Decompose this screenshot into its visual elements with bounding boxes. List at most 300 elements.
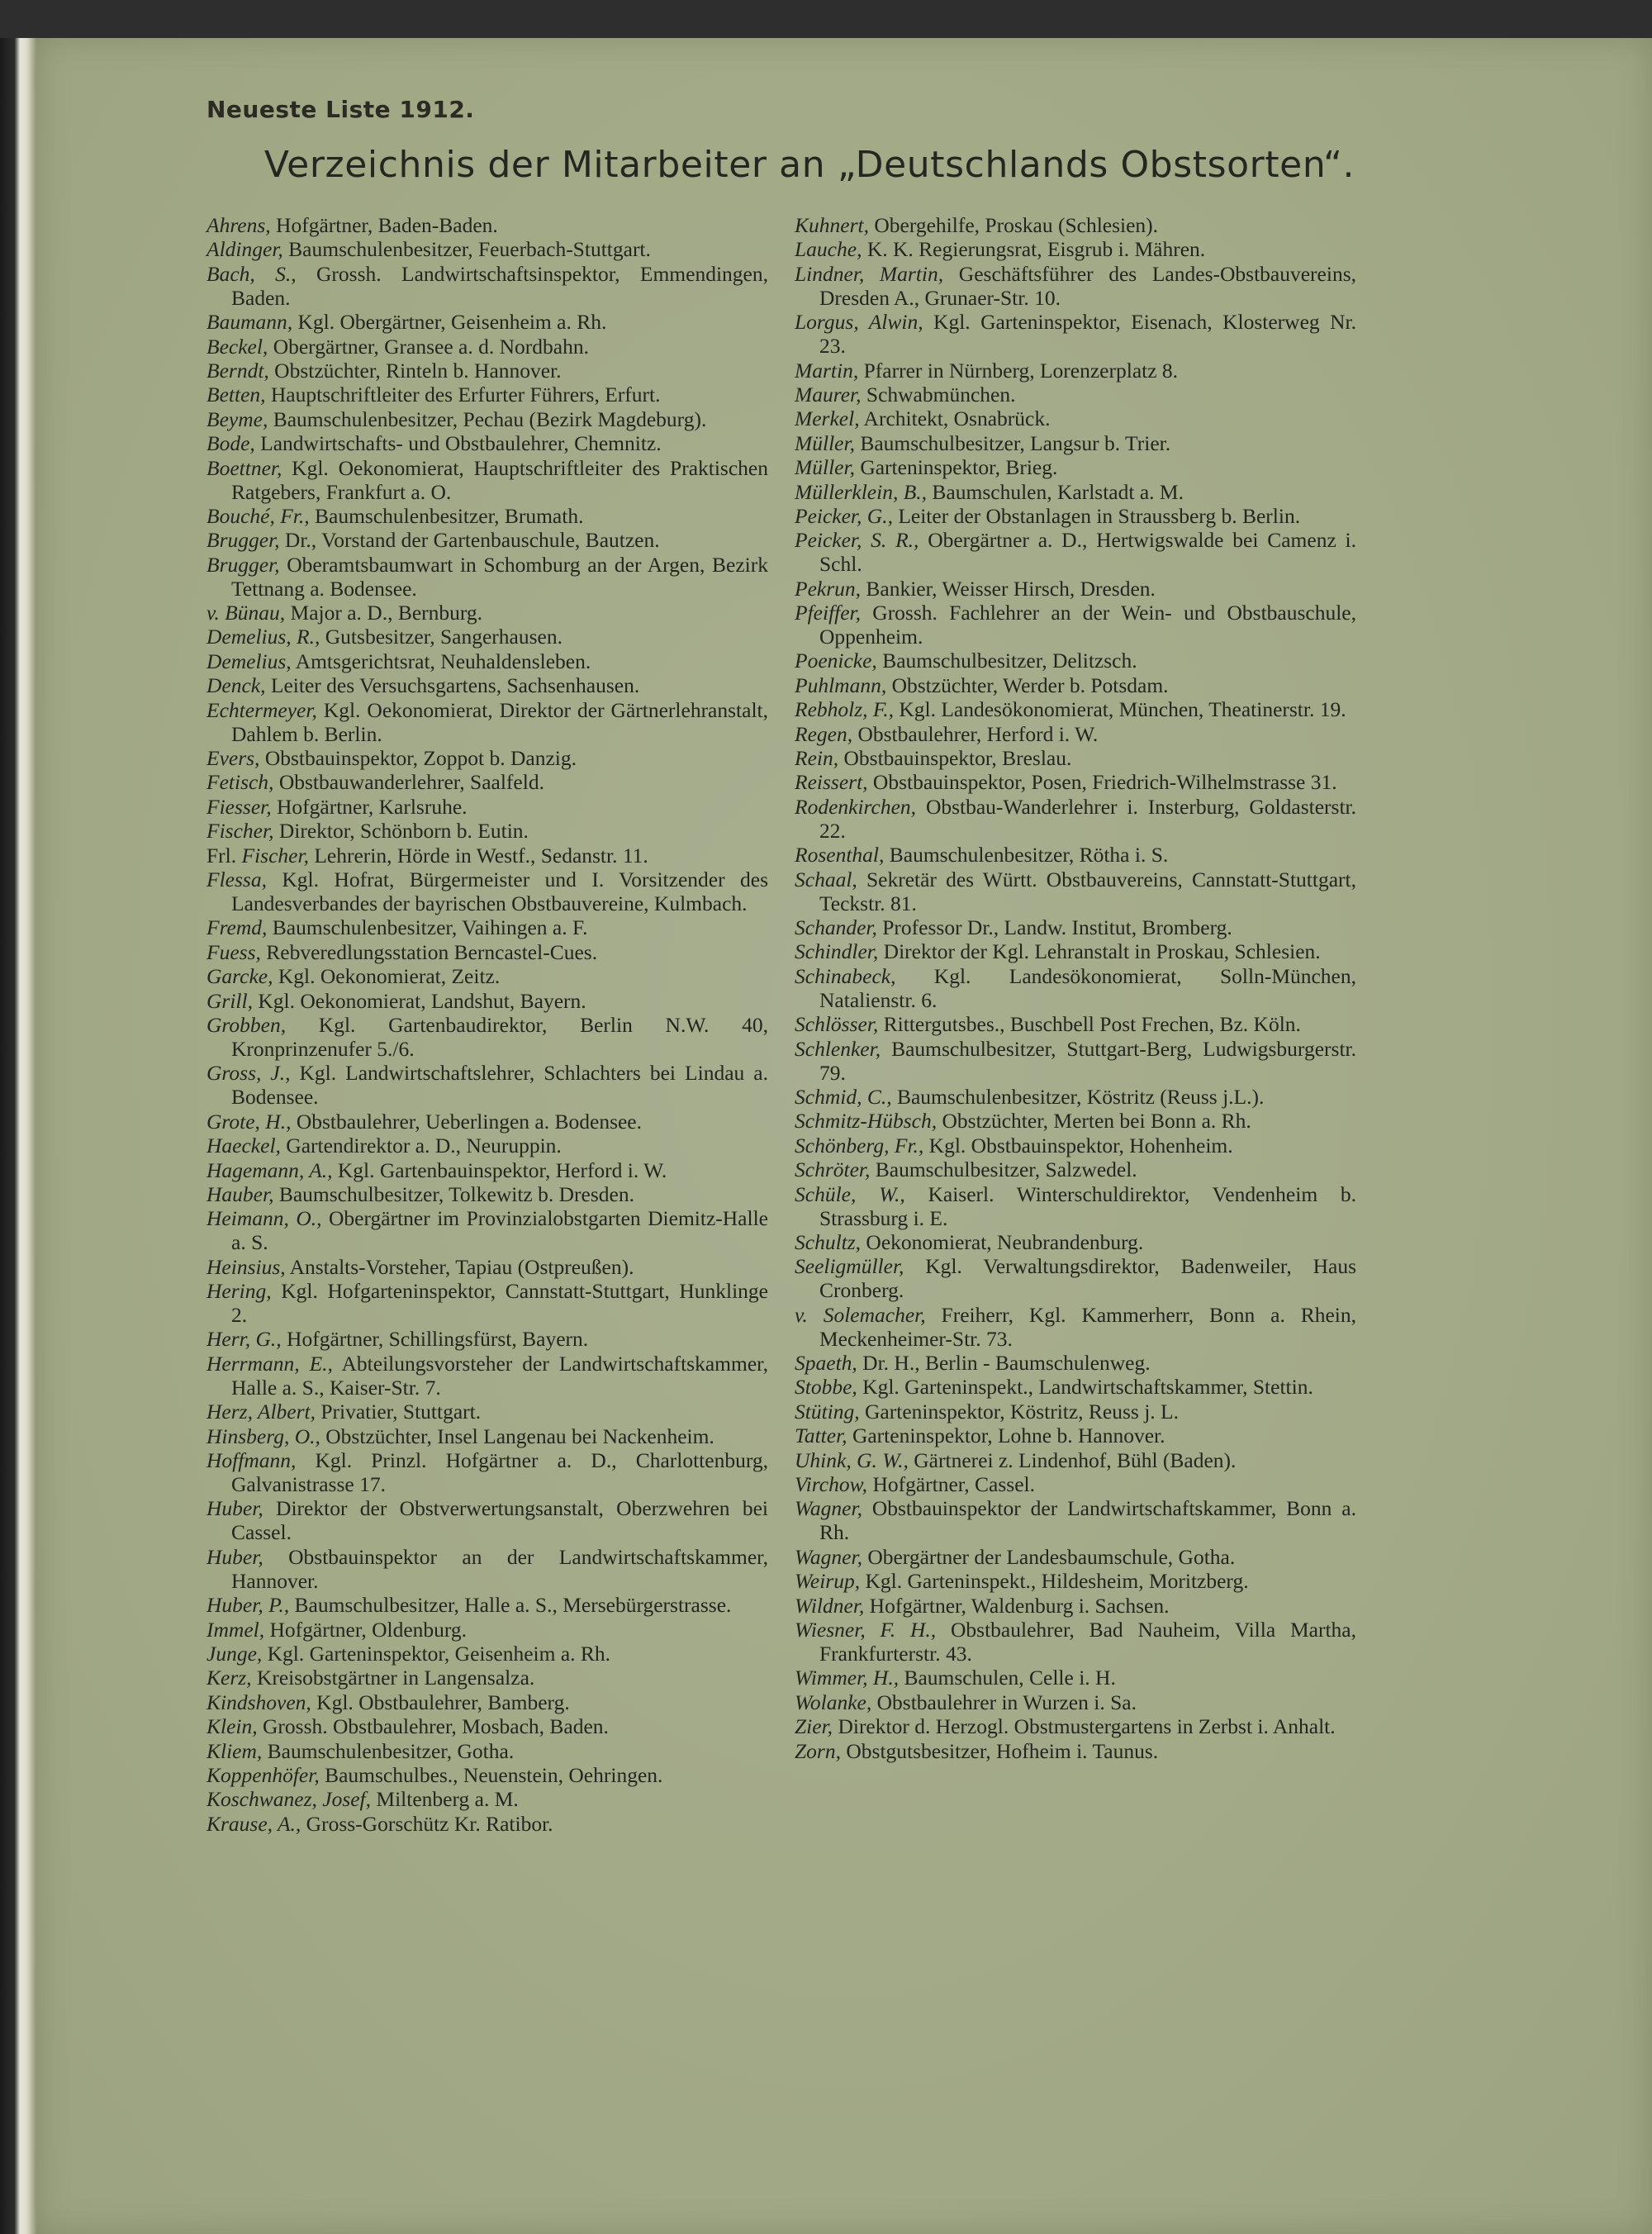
entry-details: Gutsbesitzer, Sangerhausen. — [320, 625, 563, 649]
entry-name: v. Bünau, — [206, 601, 286, 625]
entry-name: Baumann, — [206, 310, 293, 335]
entry-details: Freiherr, Kgl. Kammerherr, Bonn a. Rhein, Meckenheimer-Str. 73. — [819, 1302, 1357, 1351]
entry-details: Kgl. Garteninspekt., Landwirtschaftskammer, Stettin. — [857, 1375, 1313, 1400]
entry-name: Stüting, — [795, 1399, 860, 1424]
directory-entry — [206, 1327, 768, 1351]
entry-details: Obstzüchter, Merten bei Bonn a. Rh. — [937, 1109, 1251, 1134]
entry-details: Baumschulen, Karlstadt a. M. — [927, 479, 1184, 504]
directory-entry — [206, 1061, 768, 1109]
entry-name: Demelius, R., — [206, 625, 320, 649]
entry-details: Amtsgerichtsrat, Neuhaldensleben. — [291, 649, 591, 673]
entry-name: Beyme, — [206, 406, 268, 431]
entry-details: Hofgärtner, Oldenburg. — [264, 1617, 468, 1642]
entry-name: Lindner, Martin, — [795, 261, 944, 286]
directory-entry — [795, 1012, 1356, 1036]
entry-name: Rosenthal, — [795, 843, 885, 867]
entry-details: Obstbauinspektor, Zoppot b. Danzig. — [259, 746, 577, 771]
directory-entry — [795, 577, 1356, 601]
entry-name: Schmitz-Hübsch, — [795, 1109, 938, 1134]
directory-entry — [206, 1763, 768, 1787]
directory-entry — [795, 697, 1356, 721]
entry-details: Hofgärtner, Karlsruhe. — [271, 794, 468, 819]
entry-name: Regen, — [795, 721, 853, 746]
entry-details: Baumschulenbesitzer, Vaihingen a. F. — [267, 915, 588, 940]
entry-name: Koschwanez, Josef, — [206, 1787, 372, 1812]
entry-name: Fremd, — [206, 915, 268, 940]
directory-entry — [795, 1739, 1356, 1763]
directory-entry — [206, 1812, 768, 1836]
entry-name: Huber, — [206, 1496, 263, 1521]
entry-name: Fetisch, — [206, 770, 274, 795]
entry-details: Obstbauinspektor, Posen, Friedrich-Wilhelmstrasse 31. — [867, 770, 1337, 795]
directory-entry — [206, 528, 768, 552]
directory-entry — [795, 1157, 1356, 1181]
entry-details: Obstbaulehrer in Wurzen i. Sa. — [871, 1690, 1137, 1714]
directory-entry — [206, 1496, 768, 1544]
entry-name: Fuess, — [206, 939, 261, 964]
entry-details: Kgl. Oekonomierat, Hauptschriftleiter des Praktischen Ratgebers, Frankfurt a. O. — [231, 455, 768, 504]
entry-details: Kgl. Oekonomierat, Landshut, Bayern. — [252, 988, 586, 1013]
directory-entry — [795, 795, 1356, 843]
entry-details: Hofgärtner, Waldenburg i. Sachsen. — [864, 1593, 1170, 1618]
entry-details: Obstbauwanderlehrer, Saalfeld. — [273, 770, 544, 795]
entry-name: Fiesser, — [206, 794, 272, 819]
entry-details: Direktor der Obstverwertungsanstalt, Oberzwehren bei Cassel. — [231, 1496, 768, 1545]
entry-details: Obergehilfe, Proskau (Schlesien). — [868, 213, 1159, 237]
entry-name: v. Solemacher, — [795, 1302, 926, 1327]
directory-entry — [206, 1255, 768, 1279]
directory-entry — [795, 867, 1356, 915]
entry-details: Obergärtner, Gransee a. d. Nordbahn. — [268, 334, 589, 359]
entry-details: Kgl. Oekonomierat, Direktor der Gärtnerlehranstalt, Dahlem b. Berlin. — [231, 697, 768, 746]
entry-name: Pekrun, — [795, 576, 862, 601]
entry-details: Kgl. Verwaltungsdirektor, Badenweiler, Haus Cronberg. — [819, 1254, 1356, 1303]
entry-details: Dr., Vorstand der Gartenbauschule, Bautzen. — [279, 528, 660, 553]
entry-details: Gartendirektor a. D., Neuruppin. — [280, 1134, 562, 1158]
entry-name: Kuhnert, — [795, 213, 869, 237]
entry-name: Wimmer, H., — [795, 1666, 900, 1690]
entry-details: Obergärtner der Landesbaumschule, Gotha. — [862, 1544, 1236, 1569]
directory-entry — [206, 625, 768, 649]
directory-entry — [795, 1254, 1356, 1302]
directory-entry — [795, 1714, 1356, 1738]
entry-name: Huber, P., — [206, 1593, 290, 1618]
entry-details: Kgl. Garteninspektor, Geisenheim a. Rh. — [262, 1641, 611, 1666]
page-title: Verzeichnis der Mitarbeiter an „Deutschlands Obstsorten“. — [263, 144, 1355, 186]
directory-entry — [795, 1424, 1356, 1447]
entry-details: Grossh. Obstbaulehrer, Mosbach, Baden. — [257, 1714, 609, 1739]
entry-details: Sekretär des Württ. Obstbauvereins, Cannstatt-Stuttgart, Teckstr. 81. — [819, 867, 1356, 915]
entry-name: Schönberg, Fr., — [795, 1133, 924, 1157]
entry-name: Heinsius, — [206, 1254, 286, 1279]
entry-details: Leiter der Obstanlagen in Straussberg b. Berlin. — [892, 503, 1301, 528]
entry-name: Peicker, S. R., — [795, 528, 919, 553]
entry-name: Betten, — [206, 383, 266, 407]
directory-entry — [795, 1303, 1356, 1351]
entry-name: Müller, — [795, 430, 855, 455]
entry-details: Kgl. Landesökonomierat, München, Theatinerstr. 19. — [893, 697, 1346, 722]
entry-name: Lauche, — [795, 237, 862, 262]
directory-entry — [206, 1134, 768, 1157]
entry-details: Obstbauinspektor an der Landwirtschaftskammer, Hannover. — [231, 1544, 768, 1593]
entry-details: Baumschulenbesitzer, Köstritz (Reuss j.L.). — [891, 1084, 1265, 1109]
entry-name: Evers, — [206, 746, 260, 771]
directory-entry — [206, 1448, 768, 1496]
directory-entry — [206, 1206, 768, 1254]
entry-details: Kgl. Gartenbaudirektor, Berlin N.W. 40, Kronprinzenufer 5./6. — [231, 1012, 768, 1061]
entry-details: Dr. H., Berlin - Baumschulenweg. — [857, 1351, 1151, 1376]
entry-name: Seeligmüller, — [795, 1254, 904, 1279]
entry-details: Gross-Gorschütz Kr. Ratibor. — [301, 1811, 553, 1836]
directory-entry — [206, 698, 768, 746]
entry-details: Baumschulbes., Neuenstein, Oehringen. — [319, 1762, 663, 1787]
directory-entry — [206, 770, 768, 794]
entry-details: Obstbaulehrer, Ueberlingen a. Bodensee. — [291, 1109, 643, 1134]
entry-details: Obstbauinspektor, Breslau. — [838, 746, 1072, 771]
entry-name: Uhink, G. W., — [795, 1447, 909, 1472]
entry-name: Demelius, — [206, 649, 292, 673]
entry-details: Pfarrer in Nürnberg, Lorenzerplatz 8. — [858, 358, 1179, 383]
directory-entry — [206, 1618, 768, 1642]
entry-details: Baumschulbesitzer, Tolkewitz b. Dresden. — [273, 1181, 634, 1206]
directory-entry — [206, 795, 768, 819]
directory-entry — [206, 262, 768, 310]
directory-entry — [206, 1158, 768, 1182]
entry-name: Ahrens, — [206, 213, 271, 237]
entry-name: Immel, — [206, 1617, 265, 1642]
entry-name: Wildner, — [795, 1593, 865, 1618]
entry-details: Major a. D., Bernburg. — [285, 601, 483, 625]
entry-details: Direktor d. Herzogl. Obstmustergartens in Zerbst i. Anhalt. — [833, 1714, 1336, 1739]
directory-entry — [206, 1739, 768, 1763]
directory-entry — [795, 504, 1356, 528]
left-column — [206, 213, 768, 1836]
entry-name: Junge, — [206, 1641, 263, 1666]
directory-entry — [795, 237, 1356, 261]
directory-entry — [206, 1352, 768, 1400]
entry-details: Kgl. Gartenbauinspektor, Herford i. W. — [332, 1157, 667, 1182]
directory-entry — [795, 1109, 1356, 1133]
entry-name: Rein, — [795, 746, 839, 771]
entry-details: Hofgärtner, Baden-Baden. — [270, 213, 498, 237]
entry-details: Baumschulbesitzer, Salzwedel. — [870, 1157, 1137, 1182]
directory-entry — [795, 1351, 1356, 1375]
entry-name: Zorn, — [795, 1738, 841, 1763]
entry-details: Kgl. Garteninspekt., Hildesheim, Moritzberg. — [860, 1569, 1249, 1594]
entry-name: Hinsberg, O., — [206, 1424, 320, 1448]
entry-name: Berndt, — [206, 358, 269, 383]
entry-name: Grote, H., — [206, 1109, 292, 1134]
entry-name: Merkel, — [795, 406, 860, 431]
entry-name: Müller, — [795, 455, 855, 480]
entry-details: Obstgutsbesitzer, Hofheim i. Taunus. — [840, 1738, 1159, 1763]
directory-entry — [795, 1037, 1356, 1085]
entry-name: Rodenkirchen, — [795, 794, 917, 819]
page-edge — [0, 38, 36, 2234]
directory-entry — [206, 310, 768, 334]
entry-name: Hauber, — [206, 1181, 274, 1206]
directory-entry — [795, 1545, 1356, 1569]
entry-name: Rebholz, F., — [795, 697, 894, 722]
directory-entry — [795, 964, 1356, 1012]
entry-name: Krause, A., — [206, 1811, 301, 1836]
entry-name: Pfeiffer, — [795, 601, 862, 625]
entry-details: Obstzüchter, Insel Langenau bei Nackenheim. — [320, 1424, 714, 1448]
directory-entry — [206, 504, 768, 528]
entry-name: Maurer, — [795, 382, 862, 406]
directory-entry — [206, 601, 768, 625]
entry-details: Obstbaulehrer, Herford i. W. — [852, 721, 1099, 746]
entry-name: Peicker, G., — [795, 503, 893, 528]
entry-details: Obergärtner a. D., Hertwigswalde bei Camenz i. Schl. — [819, 528, 1356, 577]
entry-name: Martin, — [795, 358, 859, 383]
entry-name: Lorgus, Alwin, — [795, 310, 923, 335]
directory-entry — [795, 383, 1356, 406]
directory-entry — [795, 746, 1356, 770]
directory-entry — [206, 940, 768, 964]
entry-details: Oekonomierat, Neubrandenburg. — [861, 1229, 1144, 1254]
entry-details: Gärtnerei z. Lindenhof, Bühl (Baden). — [908, 1447, 1237, 1472]
entry-name: Boettner, — [206, 455, 282, 480]
directory-entry — [795, 649, 1356, 673]
entry-name: Huber, — [206, 1544, 263, 1569]
directory-entry — [795, 359, 1356, 383]
directory-entry — [206, 1787, 768, 1811]
entry-details: Baumschulbesitzer, Stuttgart-Berg, Ludwigsburgerstr. 79. — [819, 1036, 1356, 1085]
directory-entry — [206, 1545, 768, 1593]
entry-name: Wagner, — [795, 1544, 862, 1569]
entry-name: Schlenker, — [795, 1036, 881, 1061]
entry-details: Baumschulenbesitzer, Pechau (Bezirk Magdeburg). — [268, 406, 707, 431]
directory-entry — [206, 964, 768, 988]
entry-name: Herr, G., — [206, 1327, 282, 1352]
entry-name: Hagemann, A., — [206, 1157, 333, 1182]
directory-entry — [206, 431, 768, 455]
entry-details: Direktor der Kgl. Lehranstalt in Proskau, Schlesien. — [878, 939, 1321, 964]
directory-entry — [206, 213, 768, 237]
directory-entry — [795, 939, 1356, 963]
entry-details: Obstzüchter, Rinteln b. Hannover. — [268, 358, 562, 383]
directory-entry — [206, 359, 768, 383]
entry-details: Garteninspektor, Lohne b. Hannover. — [847, 1424, 1165, 1448]
directory-entry — [206, 673, 768, 697]
entry-details: Oberamtsbaumwart in Schomburg an der Argen, Bezirk Tettnang a. Bodensee. — [231, 552, 768, 601]
directory-entry — [206, 915, 768, 939]
entry-details: K. K. Regierungsrat, Eisgrub i. Mähren. — [862, 237, 1206, 262]
entry-name: Brugger, — [206, 552, 280, 577]
entry-name: Schröter, — [795, 1157, 871, 1182]
entry-name: Puhlmann, — [795, 673, 887, 697]
entry-details: Kgl. Obstbaulehrer, Bamberg. — [311, 1690, 570, 1714]
entry-name: Wolanke, — [795, 1690, 872, 1714]
directory-entry — [795, 213, 1356, 237]
directory-entry — [795, 1230, 1356, 1254]
directory-entry — [206, 1642, 768, 1666]
directory-entry — [206, 407, 768, 431]
directory-entry — [206, 649, 768, 673]
entry-name: Wiesner, F. H., — [795, 1617, 937, 1642]
directory-entry — [795, 722, 1356, 746]
entry-name: Bode, — [206, 431, 255, 456]
directory-entry — [795, 431, 1356, 455]
entry-name: Schultz, — [795, 1229, 862, 1254]
list-label: Neueste Liste 1912. — [206, 96, 475, 123]
entry-details: Obergärtner im Provinzialobstgarten Diemitz-Halle a. S. — [231, 1206, 768, 1255]
entry-details: Obstbau-Wanderlehrer i. Insterburg, Goldasterstr. 22. — [819, 794, 1356, 843]
directory-entry — [795, 406, 1356, 430]
directory-entry — [206, 456, 768, 504]
entry-details: Architekt, Osnabrück. — [859, 406, 1051, 431]
entry-name: Hoffmann, — [206, 1448, 297, 1473]
entry-name: Echtermeyer, — [206, 697, 317, 722]
directory-entry — [795, 1496, 1356, 1544]
entry-name: Stobbe, — [795, 1375, 857, 1400]
directory-entry — [795, 601, 1356, 649]
directory-entry — [795, 673, 1356, 697]
entry-details: Baumschulenbesitzer, Rötha i. S. — [884, 843, 1169, 867]
entry-name: Haeckel, — [206, 1134, 281, 1158]
entry-details: Baumschulenbesitzer, Brumath. — [309, 503, 584, 528]
entry-details: Obstbaulehrer, Bad Nauheim, Villa Martha, Frankfurterstr. 43. — [819, 1617, 1356, 1666]
entry-details: Obstzüchter, Werder b. Potsdam. — [886, 673, 1169, 697]
entry-details: Hauptschriftleiter des Erfurter Führers, Erfurt. — [265, 383, 661, 407]
entry-name: Schander, — [795, 915, 877, 939]
entry-name: Müllerklein, B., — [795, 479, 928, 504]
entry-name: Hering, — [206, 1279, 272, 1304]
directory-entry — [795, 1666, 1356, 1690]
entry-name: Spaeth, — [795, 1351, 857, 1376]
entry-prefix: Frl. — [206, 843, 242, 867]
entry-name: Kerz, — [206, 1666, 252, 1690]
directory-entry — [206, 989, 768, 1013]
entry-details: Geschäftsführer des Landes-Obstbauvereins, Dresden A., Grunaer-Str. 10. — [819, 261, 1356, 310]
directory-entry — [206, 553, 768, 601]
directory-entry — [795, 1448, 1356, 1472]
entry-details: Direktor, Schönborn b. Eutin. — [273, 819, 529, 844]
directory-entry — [795, 843, 1356, 867]
directory-entry — [206, 1690, 768, 1714]
entry-details: Schwabmünchen. — [861, 382, 1016, 406]
directory-entry — [206, 844, 768, 867]
entry-details: Abteilungsvorsteher der Landwirtschaftskammer, Halle a. S., Kaiser-Str. 7. — [231, 1351, 769, 1400]
entry-name: Grobben, — [206, 1012, 287, 1037]
entry-details: Kgl. Hofgarteninspektor, Cannstatt-Stuttgart, Hunklinge 2. — [231, 1279, 768, 1328]
entry-name: Bouché, Fr., — [206, 503, 310, 528]
entry-name: Koppenhöfer, — [206, 1762, 320, 1787]
directory-entry — [795, 1182, 1356, 1230]
entry-name: Reissert, — [795, 770, 868, 795]
entry-name: Schlösser, — [795, 1012, 879, 1037]
directory-entry — [795, 1472, 1356, 1496]
entry-name: Herrmann, E., — [206, 1351, 333, 1376]
entry-details: Landwirtschafts- und Obstbaulehrer, Chemnitz. — [254, 431, 662, 456]
entry-details: Rebveredlungsstation Berncastel-Cues. — [260, 939, 598, 964]
entry-details: Kgl. Obstbauinspektor, Hohenheim. — [923, 1133, 1233, 1157]
entry-name: Herz, Albert, — [206, 1400, 316, 1424]
entry-name: Kliem, — [206, 1738, 263, 1763]
entry-name: Virchow, — [795, 1472, 868, 1497]
entry-details: Hofgärtner, Schillingsfürst, Bayern. — [281, 1327, 589, 1352]
entry-details: Kgl. Oekonomierat, Zeitz. — [273, 964, 501, 989]
entry-name: Bach, S., — [206, 261, 297, 286]
entry-details: Rittergutsbes., Buschbell Post Frechen, Bz. Köln. — [878, 1012, 1301, 1037]
directory-entry — [795, 1375, 1356, 1399]
entry-name: Heimann, O., — [206, 1206, 322, 1231]
directory-entry — [206, 1666, 768, 1690]
entry-details: Kaiserl. Winterschuldirektor, Vendenheim b. Strassburg i. E. — [819, 1181, 1357, 1230]
entry-details: Garteninspektor, Brieg. — [854, 455, 1058, 480]
entry-details: Miltenberg a. M. — [371, 1787, 519, 1812]
directory-entry — [206, 1013, 768, 1061]
entry-details: Kgl. Landwirtschaftslehrer, Schlachters bei Lindau a. Bodensee. — [231, 1061, 768, 1110]
entry-name: Zier, — [795, 1714, 833, 1739]
entry-details: Leiter des Versuchsgartens, Sachsenhausen. — [265, 673, 640, 698]
entry-details: Kgl. Obergärtner, Geisenheim a. Rh. — [292, 310, 607, 335]
entry-name: Schaal, — [795, 867, 857, 891]
entry-details: Grossh. Fachlehrer an der Wein- und Obstbauschule, Oppenheim. — [819, 601, 1356, 649]
directory-entry — [795, 1400, 1356, 1424]
entry-details: Baumschulbesitzer, Langsur b. Trier. — [854, 430, 1171, 455]
directory-entry — [795, 455, 1356, 479]
entry-name: Schüle, W., — [795, 1181, 905, 1206]
entry-details: Kgl. Garteninspektor, Eisenach, Klosterweg Nr. 23. — [819, 310, 1356, 359]
directory-entry — [795, 770, 1356, 794]
directory-entry — [206, 1182, 768, 1206]
entry-details: Lehrerin, Hörde in Westf., Sedanstr. 11. — [308, 843, 648, 867]
directory-entry — [795, 480, 1356, 504]
directory-entry — [795, 1085, 1356, 1109]
directory-entry — [206, 1400, 768, 1424]
entry-name: Denck, — [206, 673, 266, 698]
directory-entry — [795, 528, 1356, 576]
directory-entry — [206, 1279, 768, 1327]
directory-entry — [206, 819, 768, 843]
entry-name: Schmid, C., — [795, 1084, 892, 1109]
directory-entry — [206, 1110, 768, 1134]
entry-details: Garteninspektor, Köstritz, Reuss j. L. — [859, 1399, 1180, 1424]
directory-entry — [206, 1593, 768, 1617]
entry-details: Baumschulen, Celle i. H. — [899, 1666, 1116, 1690]
directory-entry — [795, 1690, 1356, 1714]
directory-entry — [206, 237, 768, 261]
directory-entry — [206, 867, 768, 915]
entry-details: Hofgärtner, Cassel. — [867, 1472, 1035, 1497]
entry-details: Kreisobstgärtner in Langensalza. — [251, 1666, 535, 1690]
entry-name: Fischer, — [206, 819, 274, 844]
directory-entry — [795, 1594, 1356, 1618]
directory-entry — [206, 746, 768, 770]
directory-entry — [795, 262, 1356, 310]
directory-entry — [795, 915, 1356, 939]
directory-entry — [206, 383, 768, 406]
entry-name: Beckel, — [206, 334, 268, 359]
directory-entry — [795, 1134, 1356, 1157]
entry-name: Gross, J., — [206, 1061, 291, 1086]
entry-details: Anstalts-Vorsteher, Tapiau (Ostpreußen). — [285, 1254, 634, 1279]
entry-name: Poenicke, — [795, 649, 877, 673]
entry-name: Grill, — [206, 988, 253, 1013]
entry-name: Wagner, — [795, 1496, 862, 1521]
directory-entry — [206, 335, 768, 359]
entry-details: Baumschulenbesitzer, Feuerbach-Stuttgart. — [282, 237, 651, 262]
directory-entry — [795, 310, 1356, 358]
entry-name: Fischer, — [241, 843, 309, 867]
directory-entry — [795, 1618, 1356, 1666]
entry-details: Privatier, Stuttgart. — [315, 1400, 482, 1424]
entry-details: Professor Dr., Landw. Institut, Bromberg. — [876, 915, 1232, 939]
entry-details: Kgl. Hofrat, Bürgermeister und I. Vorsitzender des Landesverbandes der bayrischen Obstbauvereine, Kulmbach. — [231, 867, 768, 915]
entry-name: Weirup, — [795, 1569, 861, 1594]
